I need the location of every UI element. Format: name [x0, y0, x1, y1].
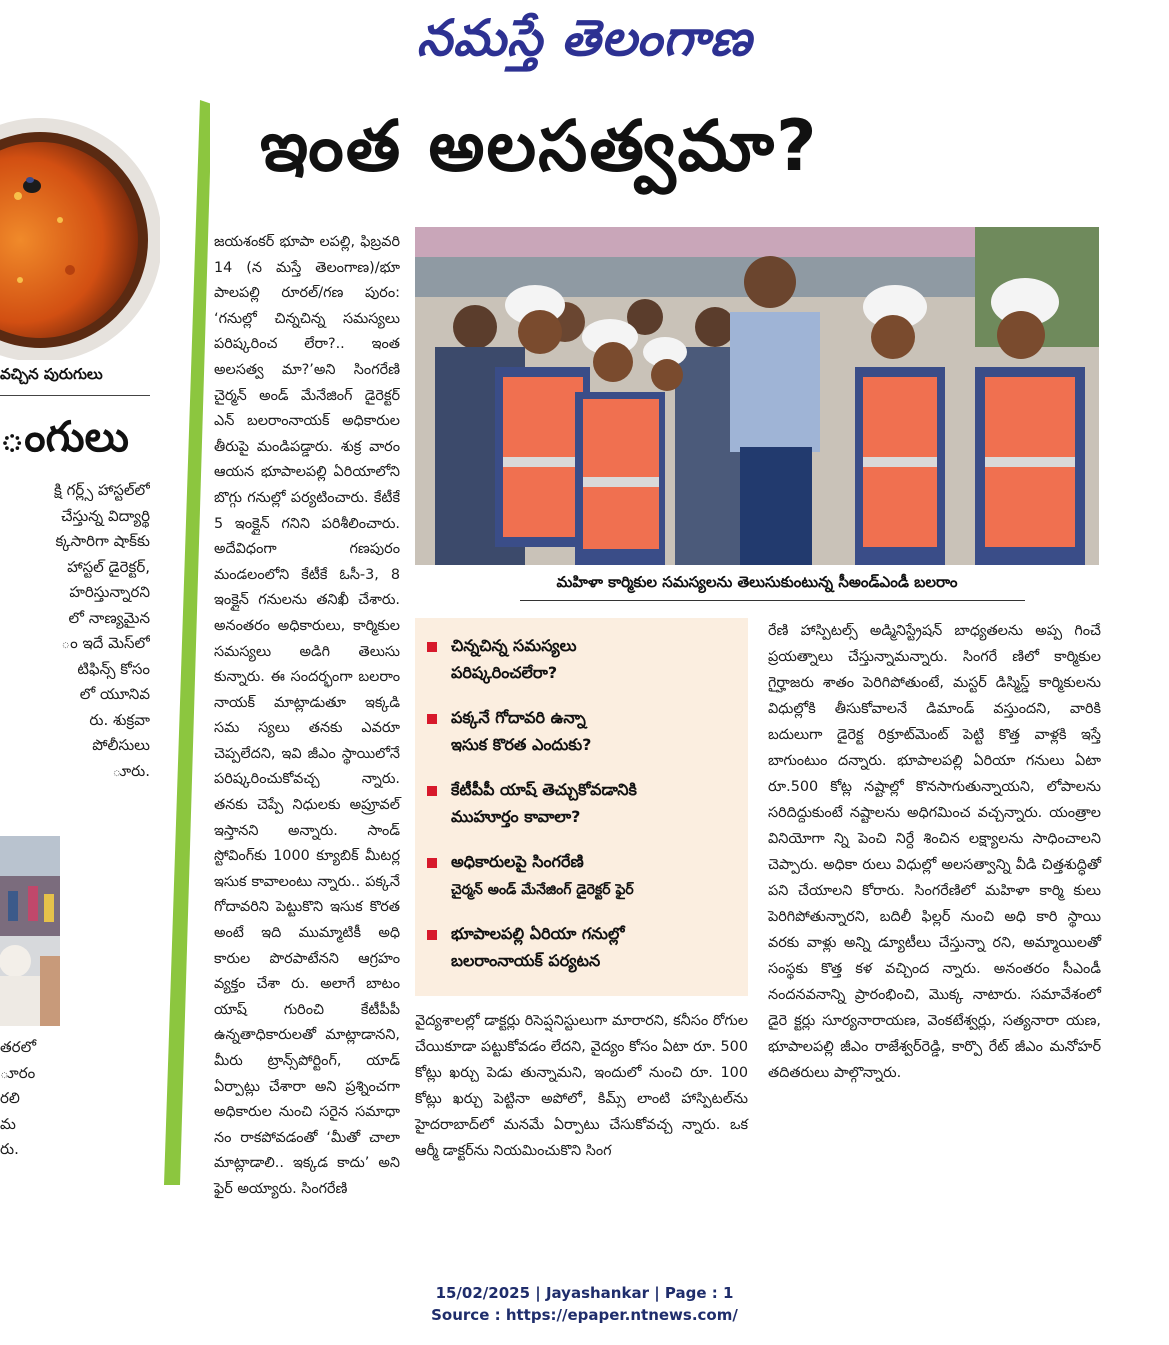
highlight-item: చిన్నచిన్న సమస్యలు పరిష్కరించలేరా? — [427, 632, 742, 686]
highlights-box — [415, 618, 748, 996]
left-story-line: రు. — [0, 1140, 19, 1158]
left-story-line: హరిస్తున్నారని — [69, 583, 150, 601]
left-story-line: ూరం — [0, 1063, 36, 1082]
caption-underline — [520, 600, 1025, 601]
left-crowd-photo — [0, 836, 60, 1026]
left-story-line: మ — [0, 1114, 16, 1133]
left-story-line: లో యూనివ — [79, 685, 150, 703]
red-bullet-icon — [427, 858, 437, 868]
red-bullet-icon — [427, 930, 437, 940]
article-column-1 — [214, 230, 400, 1203]
left-divider — [0, 395, 150, 396]
page-footer — [0, 1282, 1169, 1326]
article-col3-text: రేణి హాస్పిటల్స్ అడ్మినిస్ట్రేషన్ బాధ్యతలను అప్ప గించే ప్రయత్నాలు చేస్తున్నామన్నారు. సింగరే ణిలో కార్మికుల గైర్హాజరు శాతం పెరిగిపోతుంటే, మస్టర్ డిస్మిస్డ్ కార్మికులను విధుల్లోకి తీసుకోవాలనే డిమాండ్ వస్తుందని, వారికి బదులుగా డైరెక్ట రిక్రూట్‌మెంట్ పెట్టి కొత్త వాళ్లకి ఇస్తే బాగుంటుం దన్నారు. భూపాలపల్లి ఏరియా గనులు ఏటా రూ.500 కోట్ల నష్టాల్లో కొనసాగుతున్నాయని, లోపాలను సరిదిద్దుకుంటే నష్టాలను అధిగమించ వచ్చన్నారు. యంత్రాల వినియోగా న్ని పెంచి నిర్దే శించిన లక్ష్యాలను సాధించాలని చెప్పారు. అధికా రులు విధుల్లో అలసత్వాన్ని వీడి చిత్తశుద్ధితో పని చేయాలని కోరారు. సింగరేణిలో మహిళా కార్మి కులు పెరిగిపోతున్నారని, బదిలీ ఫిల్లర్ నుంచి అధి కారి స్థాయి వరకు వాళ్లు అన్ని డ్యూటీలు చేస్తున్నా రని, అమ్మాయిలతో సంస్థకు కొత్త కళ వచ్చింద న్నారు. అనంతరం సీఎండీ నందనవనాన్ని ప్రారంభించి, మొక్క నాటారు. సమావేశంలో డైరె క్టర్లు సూర్యనారాయణ, వెంకటేశ్వర్లు, సత్యనారా యణ, భూపాలపల్లి జీఎం రాజేశ్వర్‌రెడ్డి, కార్పొ రేట్ జీఎం మనోహర్ తదితరులు పాల్గొన్నారు. — [768, 623, 1101, 1081]
footer-source: Source : https://epaper.ntnews.com/ — [431, 1306, 738, 1324]
article-col1-text: జయశంకర్ భూపా లపల్లి, ఫిబ్రవరి 14 (న మస్తే తెలంగాణ)/భూ పాలపల్లి రూరల్/గణ పురం: ‘గనుల్లో చిన్నచిన్న సమస్యలు పరిష్కరించ లేరా?.. ఇంత అలసత్వ మా?’అని సింగరేణి చైర్మన్ అండ్ మేనేజింగ్ డైరెక్టర్ ఎన్ బలరాంనాయక్ అధికారుల తీరుపై మండిపడ్డారు. శుక్ర వారం ఆయన భూపాలపల్లి ఏరియాలోని బొగ్గు గనుల్లో పర్యటించారు. కేటీకే 5 ఇంక్లైన్ గనిని పరిశీలించారు. అదేవిధంగా గణపురం మండలంలోని కేటీకే ఓసీ-3, 8 ఇంక్లైన్ గనులను తనిఖీ చేశారు. అనంతరం అధికారులు, కార్మికుల సమస్యలు అడిగి తెలుసు కున్నారు. ఈ సందర్భంగా బలరాం నాయక్ మాట్లాడుతూ ఇక్కడి సమ స్యలు తనకు ఎవరూ చెప్పలేదని, ఇవి జీఎం స్థాయిలోనే పరిష్కరించుకోవచ్చ న్నారు. తనకు చెప్పే నిధులకు అప్రూవల్ ఇస్తానని అన్నారు. సాండ్ స్టోవింగ్‌కు 1000 క్యూబిక్ మీటర్ల ఇసుక కావాలంటు న్నారు.. పక్కనే గోదావరిని పెట్టుకొని ఇసుక కొరత అంటే ఇది ముమ్మాటికీ అధి కారుల పొరపాటేనని ఆగ్రహం వ్యక్తం చేశా రు. అలాగే బాటం యాష్ గురించి కేటీపీపీ ఉన్నతాధికారులతో మాట్లాడానని, మీరు ట్రాన్స్‌పోర్టింగ్, యాడ్ ఏర్పాట్లు చేశారా అని ప్రశ్నించగా అధికారుల నుంచి సరైన సమాధా నం రాకపోవడంతో ‘మీతో చాలా మాట్లాడాలి.. ఇక్కడ కాదు’ అని ఫైర్ అయ్యారు. సింగరేణి — [214, 234, 400, 1197]
headline: ఇంత అలసత్వమా? — [260, 105, 819, 187]
highlight-item: కేటీపీపీ యాష్ తెచ్చుకోవడానికి ముహూర్తం కావాలా? — [427, 776, 742, 830]
red-bullet-icon — [427, 642, 437, 652]
left-story-line: క్కసారిగా షాక్‌కు — [55, 532, 150, 550]
article-column-3 — [768, 618, 1101, 1086]
highlight-item: అధికారులపై సింగరేణి చైర్మన్ అండ్ మేనేజింగ్ డైరెక్టర్ ఫైర్ — [427, 848, 742, 904]
thumbnail-image — [0, 100, 160, 360]
red-bullet-icon — [427, 786, 437, 796]
left-story-text — [0, 478, 150, 784]
left-story-line: రు. శుక్రవా — [89, 710, 150, 729]
left-story-line: ూరు. — [112, 761, 150, 780]
photo-caption: మహిళా కార్మికుల సమస్యలను తెలుసుకుంటున్న సీఅండ్‌ఎండీ బలరాం — [556, 573, 958, 591]
green-accent-bar — [150, 100, 210, 1185]
left-story-line: రలి — [0, 1089, 20, 1107]
left-story-line: క్షి గర్ల్స్ హాస్టల్‌లో — [53, 481, 150, 499]
main-photo — [415, 227, 1099, 565]
left-story-heading: ంగులు — [0, 412, 129, 461]
highlight-item: పక్కనే గోదావరి ఉన్నా ఇసుక కొరత ఎందుకు? — [427, 704, 742, 758]
left-story-line: తరలో — [0, 1038, 37, 1056]
left-story-line: టిఫిన్స్ కోసం — [77, 659, 150, 678]
left-story-line: ం ఇదే మెస్‌లో — [61, 634, 150, 652]
left-story-text-bottom — [0, 1035, 60, 1163]
red-bullet-icon — [427, 714, 437, 724]
left-story-line: చేస్తున్న విద్యార్థి — [61, 506, 150, 525]
thumbnail-caption: వచ్చిన పురుగులు — [0, 365, 103, 383]
footer-date-edition: 15/02/2025 | Jayashankar | Page : 1 — [435, 1284, 734, 1302]
left-story-line: లో నాణ్యమైన — [68, 608, 150, 627]
masthead-logo: నమస్తే తెలంగాణ — [416, 8, 753, 67]
article-col2-text: వైద్యశాలల్లో డాక్టర్లు రిసెప్షనిస్టులుగా మారారని, కనీసం రోగుల చేయికూడా పట్టుకోవడం లేదని, వైద్యం కోసం ఏటా రూ. 500 కోట్లు ఖర్చు పెడు తున్నామని, ఇందులో నుంచి రూ. 100 కోట్లు ఖర్చు పెట్టినా అపోలో, కిమ్స్ లాంటి హాస్పిటల్‌ను హైదరాబాద్‌లో మనమే ఏర్పాటు చేసుకోవచ్చ న్నారు. ఒక ఆర్మీ డాక్టర్‌ను నియమించుకొని సింగ — [415, 1013, 748, 1159]
left-story-line: హాస్టల్ డైరెక్టర్, — [67, 557, 150, 576]
highlight-item: భూపాలపల్లి ఏరియా గనుల్లో బలరాంనాయక్ పర్యటన — [427, 920, 742, 974]
left-story-line: పోలీసులు — [92, 736, 150, 754]
article-column-2 — [415, 1008, 748, 1164]
